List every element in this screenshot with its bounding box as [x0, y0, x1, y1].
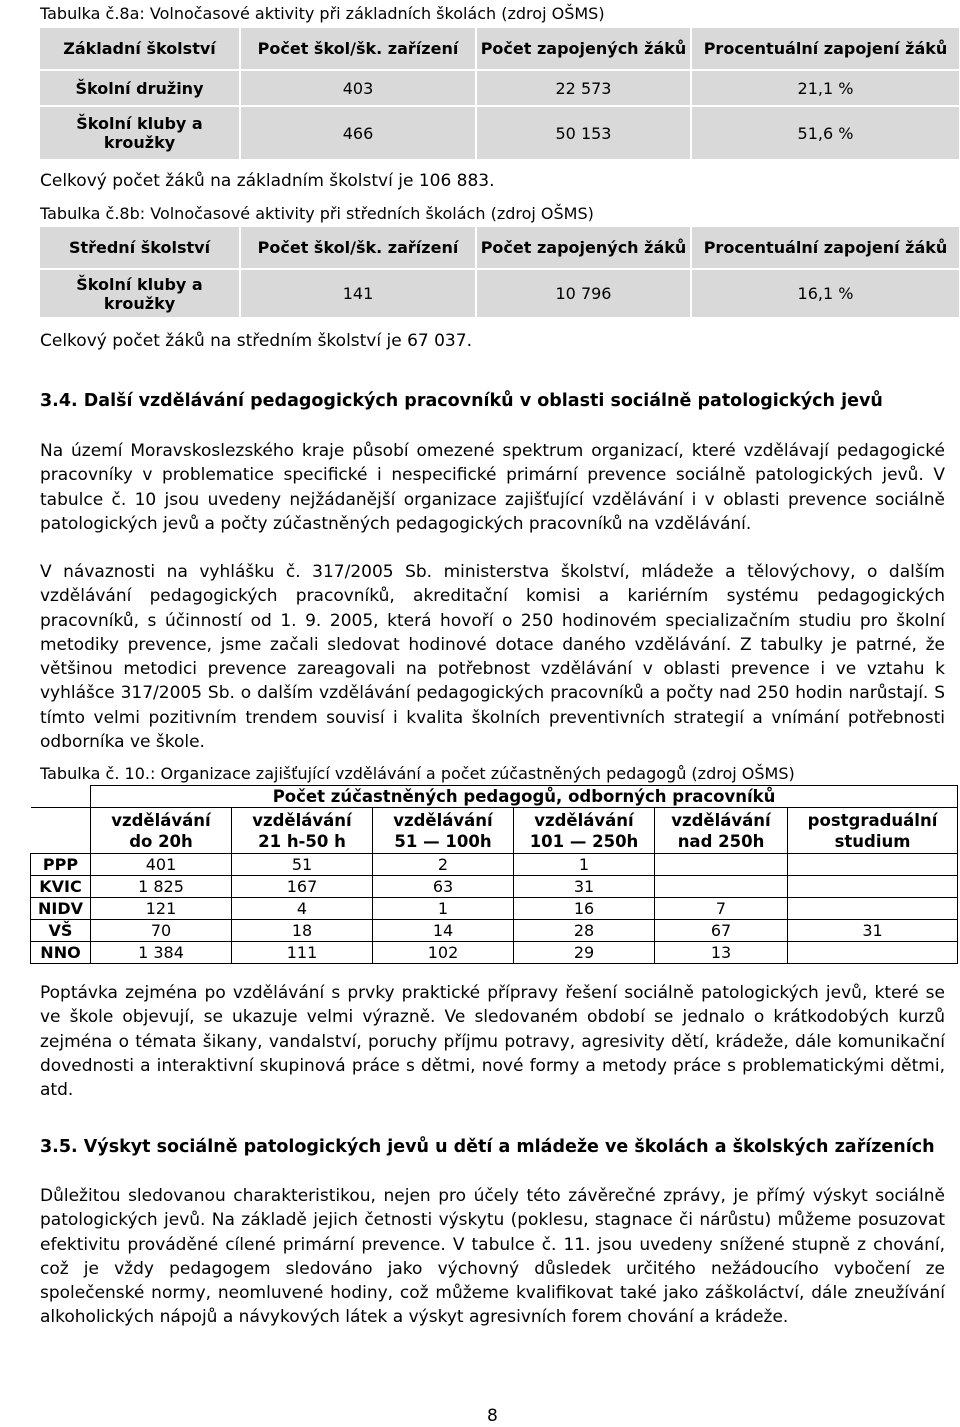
table-cell: 16,1 %: [691, 269, 960, 318]
table-cell: 14: [373, 920, 514, 942]
table-cell: 63: [373, 876, 514, 898]
table-cell: 29: [514, 942, 655, 964]
section34-heading: 3.4. Další vzdělávání pedagogických pracovníků v oblasti sociálně patologických jevů: [40, 391, 883, 411]
table-row: [31, 854, 958, 876]
paragraph-text: V návaznosti na vyhlášku č. 317/2005 Sb. ministerstva školství, mládeže a tělovýchovy, o dalším vzdělávání pedagogických pracovníků, akreditační komisi a kariérním systému pedagogických pracovníků, s účinností od 1. 9. 2005, která hovoří o 250 hodinovém specializačním studiu pro školní metodiky prevence, jsme začali sledovat hodinové dotace daného vzdělávání. Z tabulky je patrné, že většinou metodici prevence zareagovali na potřebnost vzdělávání v oblasti prevence i ve vztahu k vyhlášce 317/2005 Sb. o dalším vzdělávání pedagogických pracovníků a počty nad 250 hodin narůstají. S tímto velmi pozitivním trendem souvisí i kvalita školních preventivních strategií a vnímání potřebnosti odborníka ve škole.: [40, 562, 945, 753]
table-cell: 18: [232, 920, 373, 942]
table10-caption: Tabulka č. 10.: Organizace zajišťující vzdělávání a počet zúčastněných pedagogů (zdroj OŠMS): [40, 764, 795, 783]
table10-column-header: vzdělávání 21 h-50 h: [232, 808, 373, 854]
table8a-header-row: [39, 27, 960, 70]
table8b-header: Procentuální zapojení žáků: [691, 226, 960, 269]
table-cell: 1: [373, 898, 514, 920]
table10-group-header-row: [31, 786, 958, 808]
table-cell: 50 153: [476, 106, 691, 160]
table-cell: 28: [514, 920, 655, 942]
table10-org: NIDV: [31, 898, 91, 920]
table10-header-row: [31, 808, 958, 854]
table-cell: [788, 942, 958, 964]
table10-org: VŠ: [31, 920, 91, 942]
table10-column-header: postgraduální studium: [788, 808, 958, 854]
table-cell: [788, 876, 958, 898]
section34-paragraph-1: [40, 439, 945, 536]
table8b-row-label: Školní kluby a kroužky: [39, 269, 240, 318]
table8a-header: Počet zapojených žáků: [476, 27, 691, 70]
table-row: [39, 269, 960, 318]
table10-org: NNO: [31, 942, 91, 964]
table-cell: 167: [232, 876, 373, 898]
table-cell: 1 384: [91, 942, 232, 964]
section34-paragraph-2: [40, 560, 945, 754]
table-cell: 141: [240, 269, 476, 318]
table-cell: [788, 898, 958, 920]
table8b-header: Počet zapojených žáků: [476, 226, 691, 269]
table-row: [31, 920, 958, 942]
page-number: 8: [487, 1406, 498, 1426]
table8b: [38, 225, 960, 319]
table-cell: 102: [373, 942, 514, 964]
table8b-header: Střední školství: [39, 226, 240, 269]
table8b-header-row: [39, 226, 960, 269]
table8b-total: Celkový počet žáků na středním školství je 67 037.: [40, 331, 472, 351]
table10-column-header: vzdělávání do 20h: [91, 808, 232, 854]
table-cell: 121: [91, 898, 232, 920]
table8b-caption: Tabulka č.8b: Volnočasové aktivity při středních školách (zdroj OŠMS): [40, 204, 594, 223]
table-cell: 22 573: [476, 70, 691, 106]
table10: [30, 785, 958, 964]
section35-paragraph: [40, 1184, 945, 1330]
table-cell: 67: [655, 920, 788, 942]
table-row: [31, 898, 958, 920]
table-row: [31, 876, 958, 898]
table-cell: 16: [514, 898, 655, 920]
table-row: [31, 942, 958, 964]
table-row: [39, 70, 960, 106]
table10-corner: [31, 786, 91, 808]
table10-org: KVIC: [31, 876, 91, 898]
table-cell: 51: [232, 854, 373, 876]
table10-group-header: Počet zúčastněných pedagogů, odborných pracovníků: [91, 786, 958, 808]
table10-corner: [31, 808, 91, 854]
table-cell: 1: [514, 854, 655, 876]
table-cell: 21,1 %: [691, 70, 960, 106]
table10-org: PPP: [31, 854, 91, 876]
table-row: [39, 106, 960, 160]
table-cell: 31: [788, 920, 958, 942]
table10-column-header: vzdělávání 101 — 250h: [514, 808, 655, 854]
table8a-row-label: Školní kluby a kroužky: [39, 106, 240, 160]
table8a-header: Počet škol/šk. zařízení: [240, 27, 476, 70]
table-cell: 1 825: [91, 876, 232, 898]
table-cell: 70: [91, 920, 232, 942]
table10-column-header: vzdělávání nad 250h: [655, 808, 788, 854]
paragraph-text: Důležitou sledovanou charakteristikou, nejen pro účely této závěrečné zprávy, je přímý výskyt sociálně patologických jevů. Na základě jejich četnosti výskytu (poklesu, stagnace či nárůstu) můžeme posuzovat efektivitu prováděné cílené primární prevence. V tabulce č. 11. jsou uvedeny snížené stupně z chování, což je vždy pedagogem sledováno jako výchovný důsledek určitého nežádoucího vybočení ze společenské normy, neomluvené hodiny, což můžeme kvalifikovat také jako záškoláctví, dále zneužívání alkoholických nápojů a návykových látek a výskyt agresivních forem chování a krádeže.: [40, 1186, 945, 1328]
table8a-header: Procentuální zapojení žáků: [691, 27, 960, 70]
table-cell: [788, 854, 958, 876]
table-cell: 10 796: [476, 269, 691, 318]
section35-heading: 3.5. Výskyt sociálně patologických jevů u dětí a mládeže ve školách a školských zařízeních: [40, 1137, 935, 1157]
table-cell: 4: [232, 898, 373, 920]
table8b-header: Počet škol/šk. zařízení: [240, 226, 476, 269]
table-cell: 13: [655, 942, 788, 964]
table-cell: 51,6 %: [691, 106, 960, 160]
table8a-header: Základní školství: [39, 27, 240, 70]
table-cell: [655, 854, 788, 876]
table10-column-header: vzdělávání 51 — 100h: [373, 808, 514, 854]
table8a: [38, 26, 960, 161]
table-cell: 31: [514, 876, 655, 898]
table8a-row-label: Školní družiny: [39, 70, 240, 106]
table-cell: [655, 876, 788, 898]
demand-paragraph: [40, 981, 945, 1102]
paragraph-text: Na území Moravskoslezského kraje působí omezené spektrum organizací, které vzdělávají pedagogické pracovníky v problematice specifické i nespecifické primární prevence sociálně patologických jevů. V tabulce č. 10 jsou uvedeny nejžádanější organizace zajišťující vzdělávání i v oblasti prevence sociálně patologických jevů a počty zúčastněných pedagogických pracovníků na vzdělávání.: [40, 441, 945, 534]
table-cell: 403: [240, 70, 476, 106]
table-cell: 111: [232, 942, 373, 964]
table-cell: 401: [91, 854, 232, 876]
table-cell: 2: [373, 854, 514, 876]
table-cell: 7: [655, 898, 788, 920]
table8a-caption: Tabulka č.8a: Volnočasové aktivity při základních školách (zdroj OŠMS): [40, 4, 605, 23]
table8a-total: Celkový počet žáků na základním školství je 106 883.: [40, 171, 495, 191]
table-cell: 466: [240, 106, 476, 160]
paragraph-text: Poptávka zejména po vzdělávání s prvky praktické přípravy řešení sociálně patologických jevů, které se ve škole objevují, se ukazuje velmi výrazně. Ve sledovaném období se jednalo o krátkodobých kurzů zejména o témata šikany, vandalství, poruchy příjmu potravy, agresivity dětí, krádeže, dále komunikační dovednosti a interaktivní skupinová práce s dětmi, nové formy a metody práce s problematickými dětmi, atd.: [40, 983, 945, 1101]
